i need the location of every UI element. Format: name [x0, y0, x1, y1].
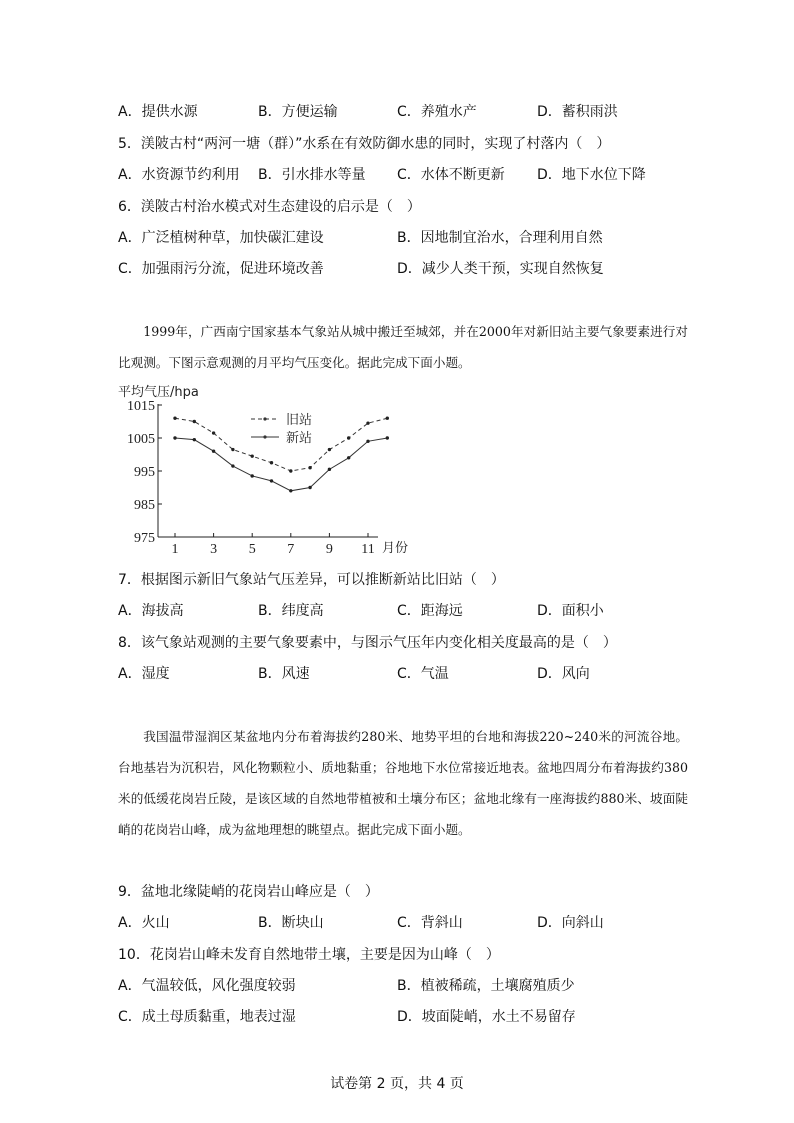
q8-option-a[interactable]: A．湿度 — [118, 666, 170, 682]
q10-option-d[interactable]: D．坡面陡峭，水土不易留存 — [397, 1009, 576, 1025]
q6-stem: 6．渼陂古村治水模式对生态建设的启示是（ ） — [118, 199, 421, 215]
q10-option-c[interactable]: C．成土母质黏重，地表过湿 — [118, 1009, 296, 1025]
q9-option-a[interactable]: A．火山 — [118, 915, 170, 931]
chart-ylabel: 平均气压/hpa — [118, 385, 199, 400]
legend-new-station-label: 新站 — [286, 431, 313, 446]
q6-option-b[interactable]: B．因地制宜治水，合理利用自然 — [397, 230, 603, 246]
old-station-point-month-7 — [289, 469, 292, 472]
q5-option-a[interactable]: A．水资源节约利用 — [118, 167, 240, 183]
new-station-point-month-6 — [270, 479, 273, 482]
q4-option-c[interactable]: C．养殖水产 — [397, 104, 477, 120]
q4-option-d[interactable]: D．蓄积雨洪 — [537, 104, 618, 120]
passage-weather-station — [118, 316, 688, 378]
q9-option-b[interactable]: B．断块山 — [258, 915, 324, 931]
q10-stem: 10．花岗岩山峰未发育自然地带土壤，主要是因为山峰（ ） — [118, 947, 500, 963]
q5-option-d[interactable]: D．地下水位下降 — [537, 167, 646, 183]
x-tick-label: 11 — [361, 542, 375, 557]
pressure-line-chart — [118, 380, 428, 562]
new-station-point-month-2 — [193, 438, 196, 441]
q8-option-c[interactable]: C．气温 — [397, 666, 449, 682]
legend-new-station-marker — [263, 435, 266, 438]
x-tick-label: 1 — [171, 542, 179, 557]
new-station-line — [175, 438, 387, 491]
x-tick-label: 3 — [210, 542, 218, 557]
q10-option-b[interactable]: B．植被稀疏，土壤腐殖质少 — [397, 978, 575, 994]
legend-old-station-marker — [263, 417, 266, 420]
x-tick-label: 7 — [287, 542, 295, 557]
y-tick-label: 975 — [134, 531, 155, 546]
old-station-point-month-6 — [270, 461, 273, 464]
q8-option-d[interactable]: D．风向 — [537, 666, 590, 682]
q10-option-a[interactable]: A．气温较低，风化强度较弱 — [118, 978, 296, 994]
y-tick-label: 995 — [134, 465, 155, 480]
new-station-point-month-10 — [347, 456, 350, 459]
q9-option-c[interactable]: C．背斜山 — [397, 915, 463, 931]
old-station-point-month-3 — [212, 431, 215, 434]
q5-option-b[interactable]: B．引水排水等量 — [258, 167, 366, 183]
q8-option-b[interactable]: B．风速 — [258, 666, 310, 682]
q5-option-c[interactable]: C．水体不断更新 — [397, 167, 505, 183]
q7-option-b[interactable]: B．纬度高 — [258, 603, 324, 619]
q7-option-d[interactable]: D．面积小 — [537, 603, 604, 619]
y-tick-label: 985 — [134, 498, 155, 513]
y-tick-label: 1015 — [127, 399, 155, 414]
q4-option-a[interactable]: A．提供水源 — [118, 104, 198, 120]
new-station-point-month-1 — [173, 436, 176, 439]
old-station-point-month-11 — [366, 421, 369, 424]
old-station-point-month-2 — [193, 420, 196, 423]
new-station-point-month-8 — [308, 486, 311, 489]
new-station-point-month-3 — [212, 450, 215, 453]
passage-weather-station-text: 1999年，广西南宁国家基本气象站从城中搬迁至城郊，并在2000年对新旧站主要气象要素进行对比观测。下图示意观测的月平均气压变化。据此完成下面小题。 — [118, 324, 688, 370]
new-station-point-month-7 — [289, 489, 292, 492]
new-station-point-month-11 — [366, 440, 369, 443]
old-station-point-month-1 — [173, 417, 176, 420]
q7-option-c[interactable]: C．距海远 — [397, 603, 463, 619]
old-station-point-month-9 — [328, 448, 331, 451]
legend-old-station-label: 旧站 — [286, 413, 313, 428]
passage-basin — [118, 721, 688, 845]
new-station-point-month-12 — [386, 436, 389, 439]
q7-option-a[interactable]: A．海拔高 — [118, 603, 184, 619]
new-station-point-month-4 — [231, 464, 234, 467]
q6-option-c[interactable]: C．加强雨污分流，促进环境改善 — [118, 261, 324, 277]
chart-legend — [251, 412, 312, 446]
old-station-point-month-5 — [251, 454, 254, 457]
q6-option-a[interactable]: A．广泛植树种草，加快碳汇建设 — [118, 230, 324, 246]
q7-stem: 7．根据图示新旧气象站气压差异，可以推断新站比旧站（ ） — [118, 572, 505, 588]
q9-stem: 9．盆地北缘陡峭的花岗岩山峰应是（ ） — [118, 884, 379, 900]
new-station-point-month-9 — [328, 468, 331, 471]
page-footer: 试卷第 2 页，共 4 页 — [330, 1076, 464, 1092]
new-station-point-month-5 — [251, 474, 254, 477]
q6-option-d[interactable]: D．减少人类干预，实现自然恢复 — [397, 261, 604, 277]
q9-option-d[interactable]: D．向斜山 — [537, 915, 604, 931]
q4-option-b[interactable]: B．方便运输 — [258, 104, 338, 120]
x-tick-label: 5 — [248, 542, 256, 557]
old-station-point-month-4 — [231, 448, 234, 451]
chart-xlabel: 月份 — [382, 541, 409, 556]
q8-stem: 8．该气象站观测的主要气象要素中，与图示气压年内变化相关度最高的是（ ） — [118, 635, 617, 651]
old-station-point-month-10 — [347, 436, 350, 439]
passage-basin-text: 我国温带湿润区某盆地内分布着海拔约280米、地势平坦的台地和海拔220~240米的河流谷地。台地基岩为沉积岩，风化物颗粒小、质地黏重；谷地地下水位常接近地表。盆地四周分布着海拔约380米的低缓花岗岩丘陵，是该区域的自然地带植被和土壤分布区；盆地北缘有一座海拔约880米、坡面陡峭的花岗岩山峰，成为盆地理想的眺望点。据此完成下面小题。 — [118, 729, 688, 837]
q5-stem: 5．渼陂古村“两河一塘（群）”水系在有效防御水患的同时，实现了村落内（ ） — [118, 136, 611, 152]
old-station-line — [175, 418, 387, 471]
old-station-point-month-12 — [386, 417, 389, 420]
y-tick-label: 1005 — [127, 432, 155, 447]
x-tick-label: 9 — [325, 542, 333, 557]
old-station-point-month-8 — [308, 466, 311, 469]
